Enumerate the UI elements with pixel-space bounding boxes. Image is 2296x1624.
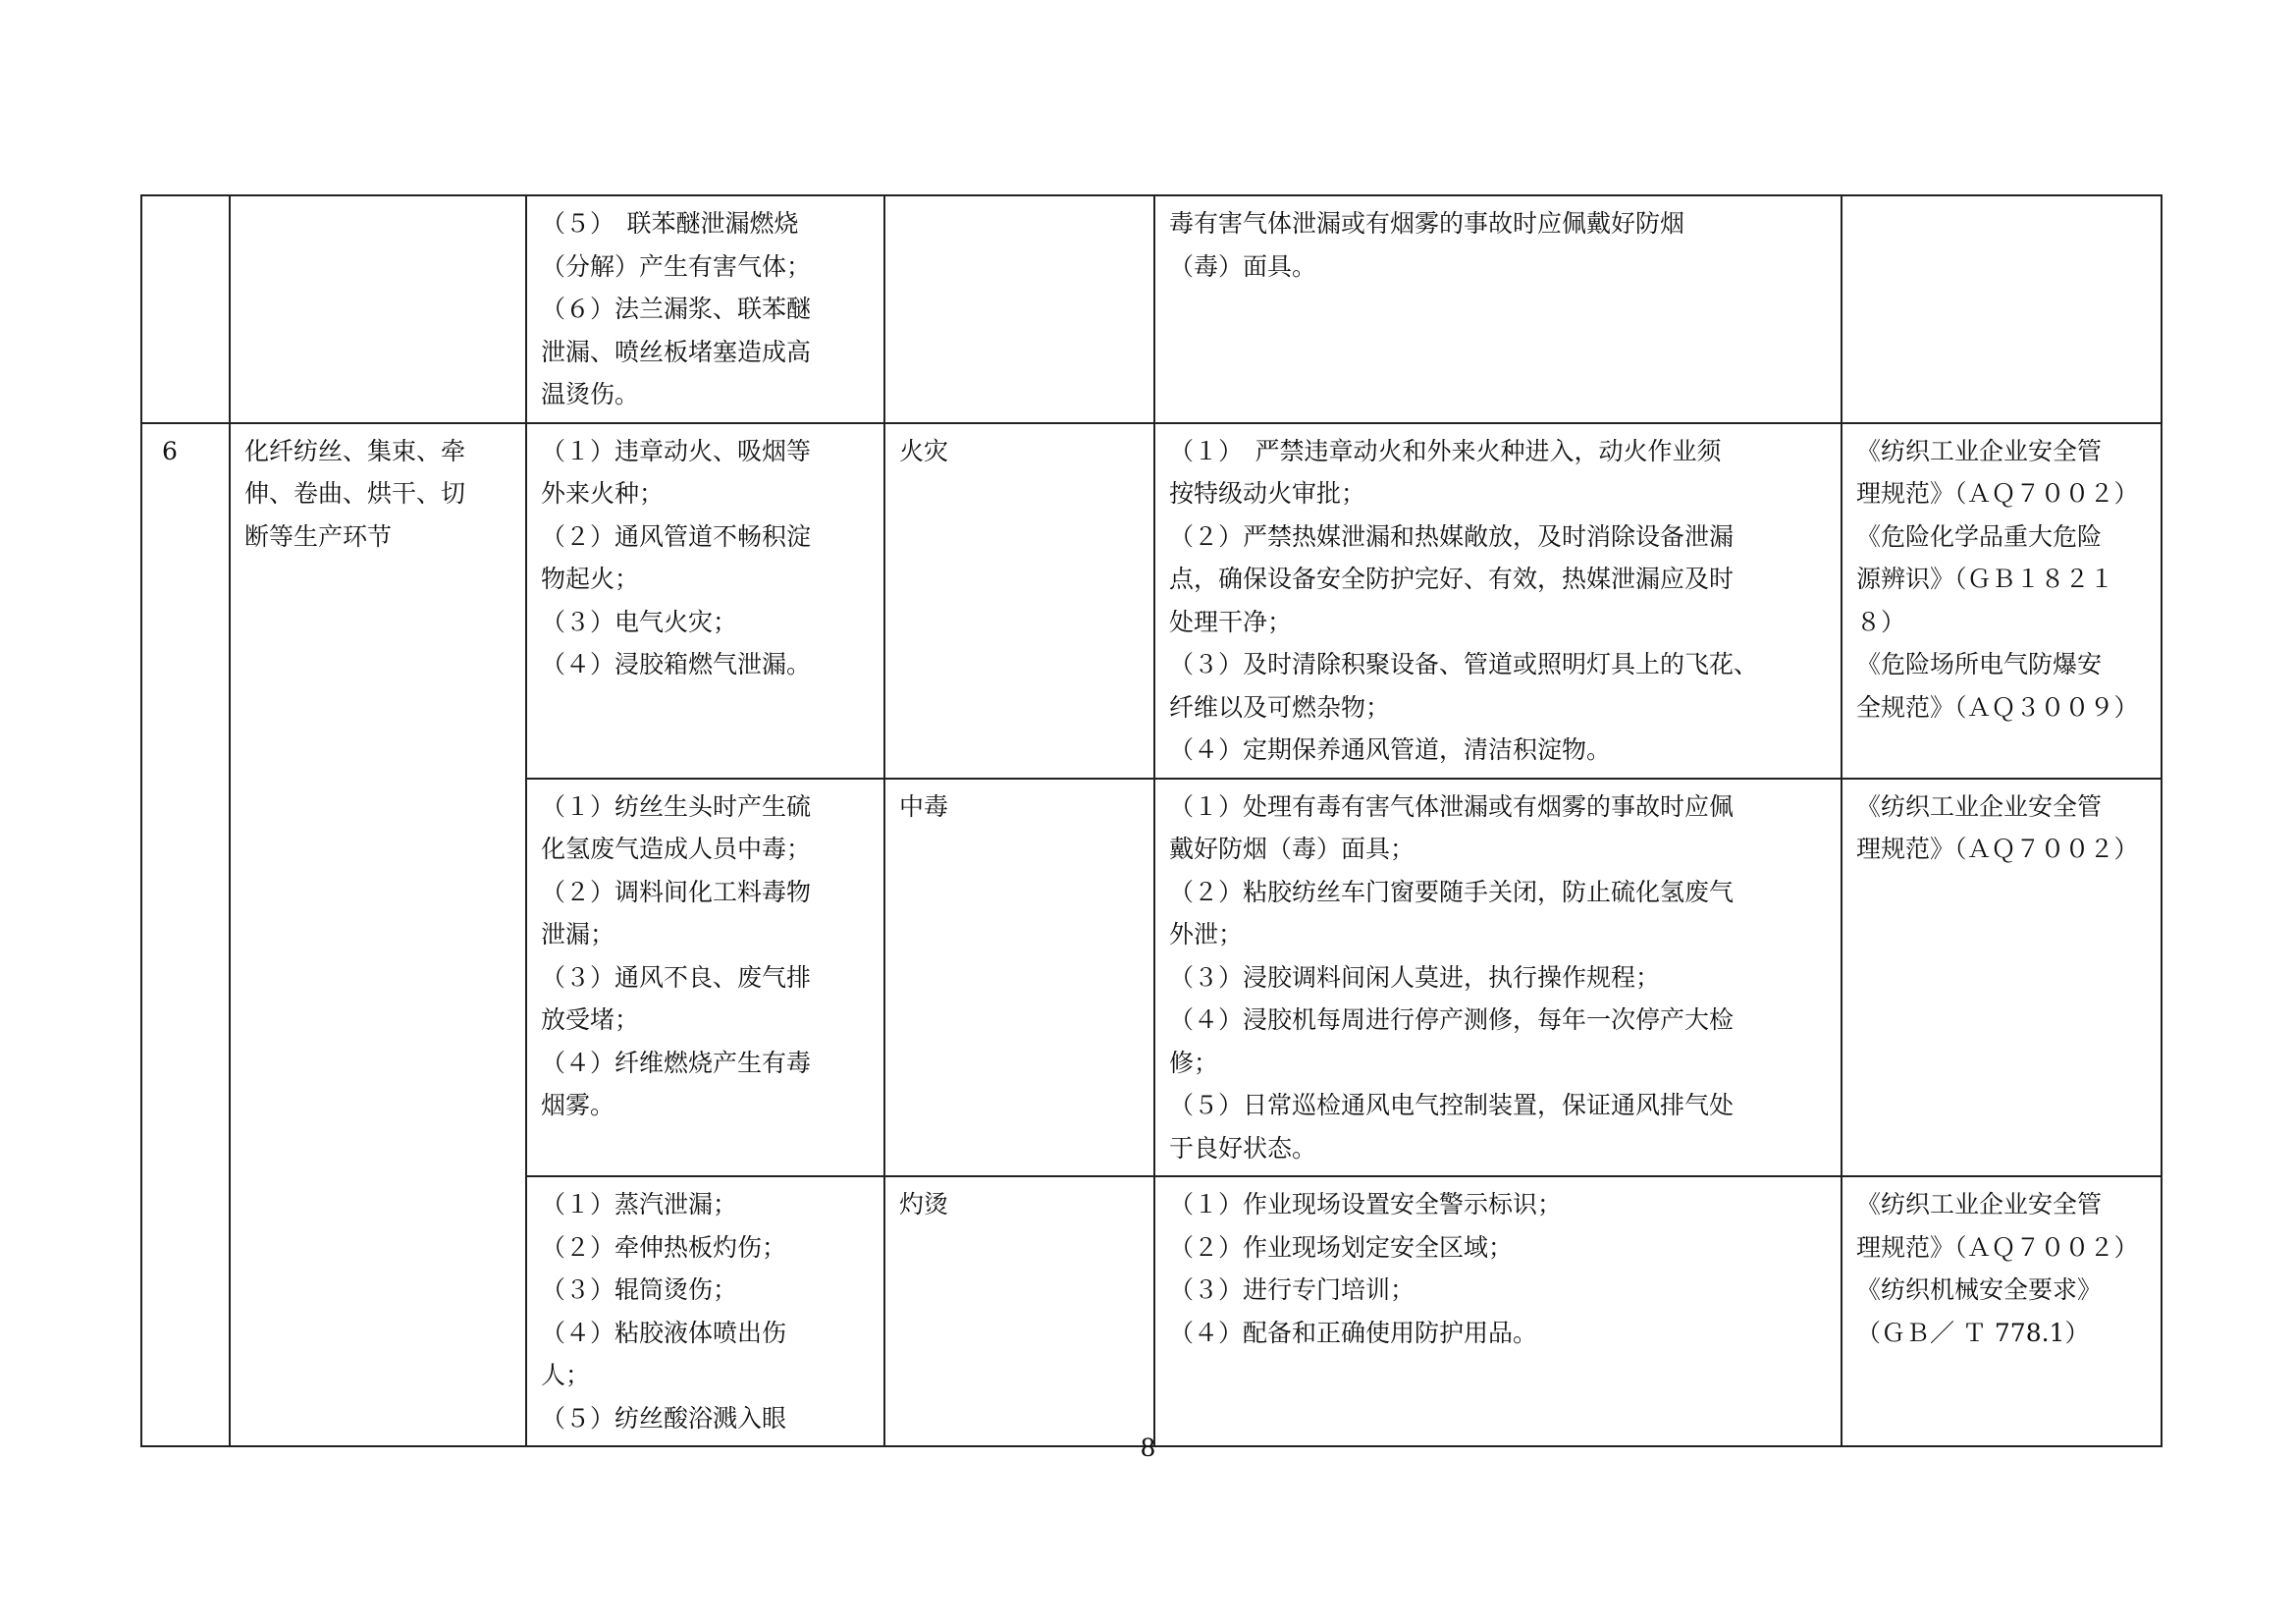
basis-line: 《纺织机械安全要求》: [1856, 1275, 2103, 1304]
table-row: [141, 195, 2162, 423]
cause-line: 物起火；: [541, 565, 640, 593]
measure-line: 毒有害气体泄漏或有烟雾的事故时应佩戴好防烟: [1169, 209, 1685, 238]
cause-line: （２）调料间化工料毒物: [541, 877, 812, 906]
cause-line: （５） 联苯醚泄漏燃烧: [541, 209, 799, 238]
row-number-cell: 6: [141, 423, 230, 1447]
process-line: 断等生产环节: [244, 521, 393, 551]
measure-line: 外泄；: [1169, 920, 1244, 948]
measure-line: 修；: [1169, 1048, 1219, 1077]
causes-cell: [526, 423, 884, 779]
basis-cell: [1842, 423, 2162, 779]
causes-cell: [526, 195, 884, 423]
measure-line: （１）作业现场设置安全警示标识；: [1169, 1190, 1563, 1218]
measure-line: （２）作业现场划定安全区域；: [1169, 1232, 1514, 1262]
cause-line: 泄漏；: [541, 920, 615, 948]
measure-line: （３）进行专门培训；: [1169, 1275, 1415, 1304]
process-line: 化纤纺丝、集束、牵: [244, 436, 466, 465]
basis-line: 《危险化学品重大危险: [1856, 521, 2103, 551]
measure-line: （３）浸胶调料间闲人莫进，执行操作规程；: [1169, 962, 1661, 992]
cause-line: （３）通风不良、废气排: [541, 962, 812, 992]
cause-line: 烟雾。: [541, 1091, 615, 1119]
measure-line: 处理干净；: [1169, 607, 1293, 636]
accident-type-cell: [884, 195, 1154, 423]
measure-line: （毒）面具。: [1169, 251, 1317, 281]
accident-type-cell: 中毒: [884, 779, 1154, 1177]
row-number-cell: [141, 195, 230, 423]
basis-line: 全规范》（ＡＱ３００９）: [1856, 692, 2139, 722]
measure-line: （４）配备和正确使用防护用品。: [1169, 1318, 1538, 1347]
cause-line: 温烫伤。: [541, 380, 640, 408]
basis-line: 《纺织工业企业安全管: [1856, 436, 2103, 465]
measures-cell: [1154, 423, 1842, 779]
measures-cell: [1154, 195, 1842, 423]
causes-cell: [526, 779, 884, 1177]
hazard-table: [140, 194, 2163, 1447]
cause-line: 外来火种；: [541, 479, 665, 508]
process-cell: [230, 195, 526, 423]
basis-cell: [1842, 779, 2162, 1177]
cause-line: （分解）产生有害气体；: [541, 251, 812, 281]
basis-line: 《危险场所电气防爆安: [1856, 650, 2103, 678]
cause-line: 化氢废气造成人员中毒；: [541, 835, 812, 863]
accident-type-cell: 灼烫: [884, 1176, 1154, 1446]
page-number: 8: [1140, 1434, 1156, 1462]
cause-line: 泄漏、喷丝板堵塞造成高: [541, 337, 812, 366]
measure-line: （１）处理有毒有害气体泄漏或有烟雾的事故时应佩: [1169, 791, 1735, 821]
process-cell: [230, 423, 526, 1447]
basis-cell: [1842, 195, 2162, 423]
measure-line: 戴好防烟（毒）面具；: [1169, 835, 1415, 863]
measure-line: 于良好状态。: [1169, 1133, 1317, 1163]
basis-line: 理规范》（ＡＱ７００２）: [1856, 479, 2139, 508]
basis-line: 《纺织工业企业安全管: [1856, 791, 2103, 821]
basis-cell: [1842, 1176, 2162, 1446]
table-row: [141, 423, 2162, 779]
cause-line: （４）浸胶箱燃气泄漏。: [541, 650, 812, 678]
basis-line: （ＧＢ／ Ｔ 778.1）: [1856, 1318, 2090, 1347]
cause-line: （３）辊筒烫伤；: [541, 1275, 738, 1304]
measure-line: （１） 严禁违章动火和外来火种进入，动火作业须: [1169, 436, 1722, 465]
cause-line: （２）牵伸热板灼伤；: [541, 1232, 787, 1262]
cause-line: （２）通风管道不畅积淀: [541, 521, 812, 551]
measures-cell: [1154, 1176, 1842, 1446]
measure-line: （２）严禁热媒泄漏和热媒敞放，及时消除设备泄漏: [1169, 521, 1735, 551]
measure-line: 点，确保设备安全防护完好、有效，热媒泄漏应及时: [1169, 565, 1735, 593]
basis-line: 理规范》（ＡＱ７００２）: [1856, 835, 2139, 863]
measure-line: （２）粘胶纺丝车门窗要随手关闭，防止硫化氢废气: [1169, 877, 1735, 906]
basis-line: ８）: [1856, 607, 1906, 636]
measure-line: （４）定期保养通风管道，清洁积淀物。: [1169, 735, 1612, 764]
basis-line: 理规范》（ＡＱ７００２）: [1856, 1232, 2139, 1262]
cause-line: （３）电气火灾；: [541, 607, 738, 636]
measure-line: （３）及时清除积聚设备、管道或照明灯具上的飞花、: [1169, 650, 1759, 678]
measure-line: 按特级动火审批；: [1169, 479, 1366, 508]
cause-line: （１）蒸汽泄漏；: [541, 1190, 738, 1218]
measures-cell: [1154, 779, 1842, 1177]
cause-line: 人；: [541, 1361, 591, 1389]
accident-type-cell: 火灾: [884, 423, 1154, 779]
cause-line: （４）纤维燃烧产生有毒: [541, 1048, 812, 1077]
cause-line: （４）粘胶液体喷出伤: [541, 1318, 787, 1347]
measure-line: （４）浸胶机每周进行停产测修，每年一次停产大检: [1169, 1005, 1735, 1034]
process-line: 伸、卷曲、烘干、切: [244, 479, 466, 508]
basis-line: 源辨识》（ＧＢ１８２１: [1856, 565, 2114, 593]
cause-line: 放受堵；: [541, 1005, 640, 1034]
cause-line: （６）法兰漏浆、联苯醚: [541, 295, 812, 323]
measure-line: 纤维以及可燃杂物；: [1169, 692, 1391, 722]
measure-line: （５）日常巡检通风电气控制装置，保证通风排气处: [1169, 1091, 1735, 1119]
cause-line: （１）纺丝生头时产生硫: [541, 791, 812, 821]
basis-line: 《纺织工业企业安全管: [1856, 1190, 2103, 1218]
cause-line: （１）违章动火、吸烟等: [541, 436, 812, 465]
causes-cell: [526, 1176, 884, 1446]
cause-line: （５）纺丝酸浴溅入眼: [541, 1403, 787, 1433]
